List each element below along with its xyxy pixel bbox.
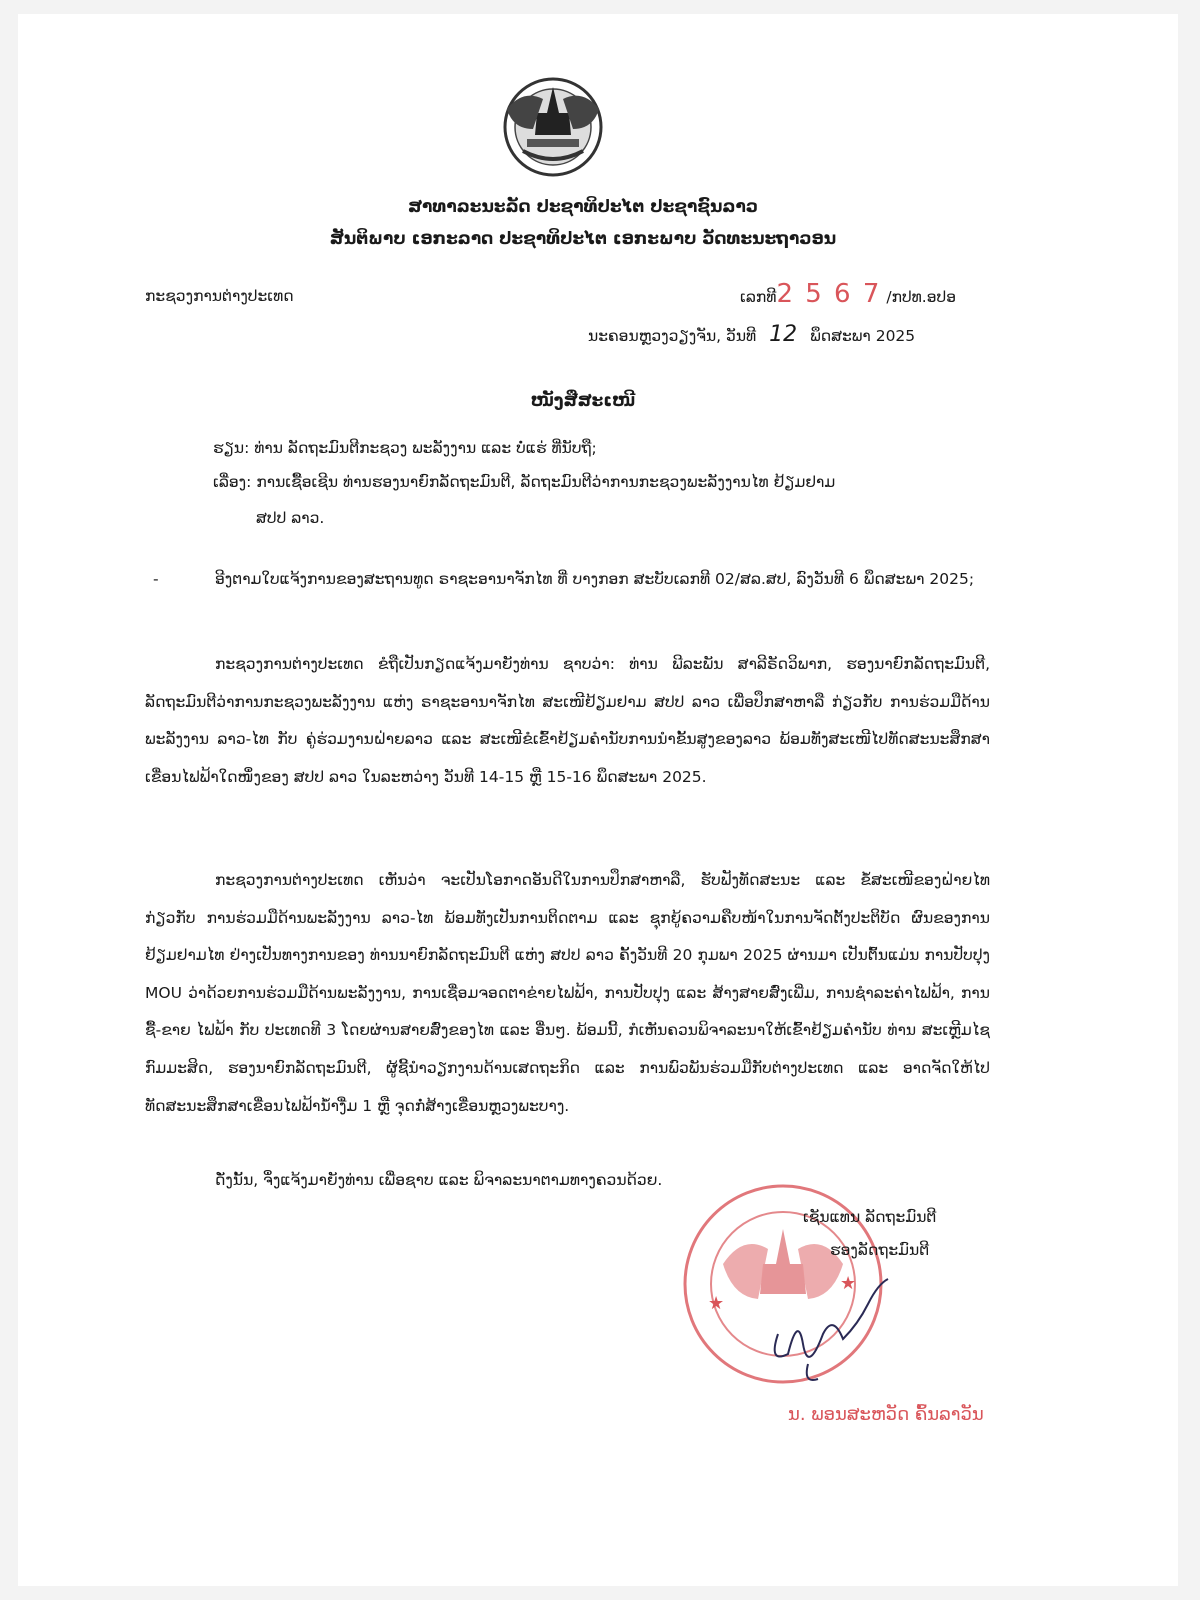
reference-label: ເລກທີ — [740, 288, 777, 306]
bullet-dash: - — [153, 570, 159, 588]
signatory-name: ນ. ພອນສະຫວັດ ຄົ້ນລາວັນ — [788, 1404, 984, 1425]
date-month-year: ພຶດສະພາ 2025 — [810, 327, 916, 345]
body-paragraph-2-text: ກະຊວງການຕ່າງປະເທດ ເຫັນວ່າ ຈະເປັນໂອກາດອັນດີໃນການປຶກສາຫາລື, ຮັບຟັງທັດສະນະ ແລະ ຂໍ້ສະເໜີຂອງຝ່າຍໄທ ກ່ຽວກັບ ການຮ່ວມມືດ້ານພະລັງງານ ລາວ-ໄທ ພ້ອມທັງເປັນການຕິດຕາມ ແລະ ຊຸກຍູ້ຄວາມຄືບໜ້າໃນການຈັດຕັ້ງປະຕິບັດ ຜົນຂອງການຢ້ຽມຢາມໄທ ຢ່າງເປັນທາງການຂອງ ທ່ານນາຍົກລັດຖະມົນຕີ ແຫ່ງ ສປປ ລາວ ຄັ້ງວັນທີ 20 ກຸມພາ 2025 ຜ່ານມາ ເປັນຕົ້ນແມ່ນ ການປັບປຸງ MOU ວ່າດ້ວຍການຮ່ວມມືດ້ານພະລັງງານ, ການເຊື່ອມຈອດຕາຂ່າຍໄຟຟ້າ, ການປັບປຸງ ແລະ ສ້າງສາຍສົ່ງເພີ່ມ, ການຊຳລະຄ່າໄຟຟ້າ, ການຊື້-ຂາຍ ໄຟຟ້າ ກັບ ປະເທດທີ 3 ໂດຍຜ່ານສາຍສົ່ງຂອງໄທ ແລະ ອື່ນໆ. ພ້ອມນີ້, ກໍເຫັນຄວນພິຈາລະນາໃຫ້ເຂົ້າຢ້ຽມຄຳນັບ ທ່ານ ສະເຫຼີມໄຊ ກົມມະສິດ, ຮອງນາຍົກລັດຖະມົນຕີ, ຜູ້ຊີ້ນຳວຽກງານດ້ານເສດຖະກິດ ແລະ ການພົວພັນຮ່ວມມືກັບຕ່າງປະເທດ ແລະ ອາດຈັດໃຫ້ໄປທັດສະນະສຶກສາເຂື່ອນໄຟຟ້ານໍ້າງື່ມ 1 ຫຼື ຈຸດກໍ່ສ້າງເຂື່ອນຫຼວງພະບາງ. — [145, 871, 990, 1115]
subject-label: ເລື່ອງ: — [213, 473, 252, 491]
recipient-line — [213, 439, 597, 457]
subject-line — [213, 473, 835, 491]
reference-number — [740, 279, 956, 309]
sender-ministry: ກະຊວງການຕ່າງປະເທດ — [145, 287, 294, 305]
recipient-label: ຮຽນ: — [213, 439, 250, 457]
subject-text: ການເຊື້ອເຊີນ ທ່ານຮອງນາຍົກລັດຖະມົນຕີ, ລັດຖະມົນຕີວ່າການກະຊວງພະລັງງານໄທ ຢ້ຽມຢາມ — [256, 473, 836, 491]
reference-number-value: 2 5 6 7 — [776, 279, 882, 309]
subject-continuation: ສປປ ລາວ. — [256, 509, 325, 527]
reference-suffix: /ກປທ.ອປອ — [886, 288, 957, 306]
national-motto: ສັນຕິພາບ ເອກະລາດ ປະຊາທິປະໄຕ ເອກະພາບ ວັດທະນະຖາວອນ — [329, 229, 837, 249]
signature-on-behalf: ເຊັນແທນ ລັດຖະມົນຕີ — [803, 1208, 937, 1226]
document-page — [18, 14, 1178, 1586]
svg-text:★: ★ — [840, 1273, 857, 1294]
basis-paragraph: ອີງຕາມໃບແຈ້ງການຂອງສະຖານທູດ ຣາຊະອານາຈັກໄທ ທີ່ ບາງກອກ ສະບັບເລກທີ 02/ສລ.ສປ, ລົງວັນທີ 6 ພຶດສະພາ 2025; — [215, 570, 975, 588]
country-name: ສາທາລະນະລັດ ປະຊາທິປະໄຕ ປະຊາຊົນລາວ — [408, 197, 758, 217]
svg-text:★: ★ — [708, 1293, 725, 1314]
national-emblem-icon — [493, 69, 613, 179]
body-paragraph-2 — [145, 862, 990, 1125]
document-title: ໜັງສືສະເໜີ — [530, 391, 636, 411]
body-paragraph-1-text: ກະຊວງການຕ່າງປະເທດ ຂໍຖືເປັນກຽດແຈ້ງມາຍັງທ່ານ ຊາບວ່າ: ທ່ານ ພີລະພັນ ສາລີຣັດວິພາກ, ຮອງນາຍົກລັດຖະມົນຕີ, ລັດຖະມົນຕີວ່າການກະຊວງພະລັງງານ ແຫ່ງ ຣາຊະອານາຈັກໄທ ສະເໜີຢ້ຽມຢາມ ສປປ ລາວ ເພື່ອປຶກສາຫາລື ກ່ຽວກັບ ການຮ່ວມມືດ້ານພະລັງງານ ລາວ-ໄທ ກັບ ຄູ່ຮ່ວມງານຝ່າຍລາວ ແລະ ສະເໜີຂໍເຂົ້າຢ້ຽມຄຳນັບການນຳຂັ້ນສູງຂອງລາວ ພ້ອມທັງສະເໜີໄປທັດສະນະສຶກສາເຂື່ອນໄຟຟ້າໃດໜຶ່ງຂອງ ສປປ ລາວ ໃນລະຫວ່າງ ວັນທີ 14-15 ຫຼື 15-16 ພຶດສະພາ 2025. — [145, 655, 990, 786]
body-paragraph-1 — [145, 646, 990, 796]
recipient-text: ທ່ານ ລັດຖະມົນຕີກະຊວງ ພະລັງງານ ແລະ ບໍ່ແຮ່ ທີ່ນັບຖື; — [254, 439, 597, 457]
date-day: 12 — [769, 322, 798, 347]
closing-line: ດັ່ງນັ້ນ, ຈຶ່ງແຈ້ງມາຍັງທ່ານ ເພື່ອຊາບ ແລະ ພິຈາລະນາຕາມທາງຄວນດ້ວຍ. — [215, 1171, 663, 1189]
signature-position: ຮອງລັດຖະມົນຕີ — [830, 1241, 930, 1259]
date-place: ນະຄອນຫຼວງວຽງຈັນ, ວັນທີ — [588, 327, 757, 345]
signature-icon — [748, 1274, 898, 1384]
date-line — [588, 322, 915, 347]
